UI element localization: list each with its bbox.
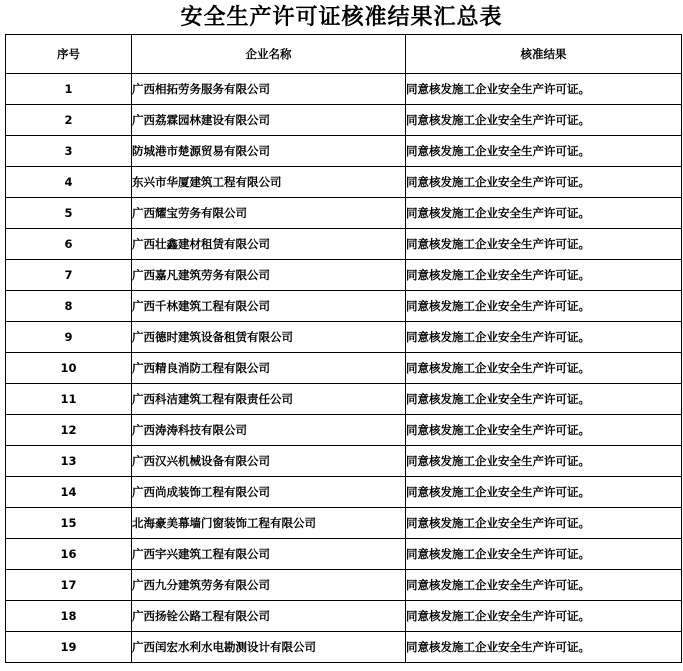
serial-number-cell: 12 bbox=[6, 415, 132, 446]
table-row bbox=[6, 136, 682, 167]
company-name-cell: 东兴市华厦建筑工程有限公司 bbox=[132, 167, 406, 198]
company-name-cell: 广西汉兴机械设备有限公司 bbox=[132, 446, 406, 477]
company-name-cell: 广西宇兴建筑工程有限公司 bbox=[132, 539, 406, 570]
table-header bbox=[6, 35, 682, 74]
approval-result-cell: 同意核发施工企业安全生产许可证。 bbox=[406, 322, 682, 353]
table-row bbox=[6, 105, 682, 136]
header-serial-number: 序号 bbox=[6, 35, 132, 74]
serial-number-cell: 14 bbox=[6, 477, 132, 508]
serial-number-cell: 17 bbox=[6, 570, 132, 601]
company-name-cell: 广西涛涛科技有限公司 bbox=[132, 415, 406, 446]
header-row bbox=[6, 35, 682, 74]
approval-result-cell: 同意核发施工企业安全生产许可证。 bbox=[406, 167, 682, 198]
table-row bbox=[6, 229, 682, 260]
serial-number-cell: 8 bbox=[6, 291, 132, 322]
approval-result-cell: 同意核发施工企业安全生产许可证。 bbox=[406, 477, 682, 508]
table-row bbox=[6, 539, 682, 570]
approval-result-cell: 同意核发施工企业安全生产许可证。 bbox=[406, 601, 682, 632]
header-approval-result: 核准结果 bbox=[406, 35, 682, 74]
company-name-cell: 广西扬铨公路工程有限公司 bbox=[132, 601, 406, 632]
table-row bbox=[6, 415, 682, 446]
table-row bbox=[6, 260, 682, 291]
company-name-cell: 广西耀宝劳务有限公司 bbox=[132, 198, 406, 229]
table-row bbox=[6, 446, 682, 477]
serial-number-cell: 15 bbox=[6, 508, 132, 539]
approval-result-cell: 同意核发施工企业安全生产许可证。 bbox=[406, 353, 682, 384]
table-row bbox=[6, 291, 682, 322]
company-name-cell: 广西科洁建筑工程有限责任公司 bbox=[132, 384, 406, 415]
company-name-cell: 广西德时建筑设备租赁有限公司 bbox=[132, 322, 406, 353]
serial-number-cell: 5 bbox=[6, 198, 132, 229]
page-title: 安全生产许可证核准结果汇总表 bbox=[180, 4, 503, 30]
approval-result-cell: 同意核发施工企业安全生产许可证。 bbox=[406, 105, 682, 136]
approval-result-cell: 同意核发施工企业安全生产许可证。 bbox=[406, 446, 682, 477]
serial-number-cell: 7 bbox=[6, 260, 132, 291]
table-row bbox=[6, 477, 682, 508]
approval-result-cell: 同意核发施工企业安全生产许可证。 bbox=[406, 136, 682, 167]
serial-number-cell: 6 bbox=[6, 229, 132, 260]
company-name-cell: 广西千林建筑工程有限公司 bbox=[132, 291, 406, 322]
approval-result-cell: 同意核发施工企业安全生产许可证。 bbox=[406, 539, 682, 570]
table-row bbox=[6, 601, 682, 632]
table-row bbox=[6, 167, 682, 198]
approval-result-cell: 同意核发施工企业安全生产许可证。 bbox=[406, 198, 682, 229]
company-name-cell: 广西荔霖园林建设有限公司 bbox=[132, 105, 406, 136]
serial-number-cell: 1 bbox=[6, 74, 132, 105]
approval-result-cell: 同意核发施工企业安全生产许可证。 bbox=[406, 384, 682, 415]
company-name-cell: 广西相拓劳务服务有限公司 bbox=[132, 74, 406, 105]
serial-number-cell: 18 bbox=[6, 601, 132, 632]
approval-result-cell: 同意核发施工企业安全生产许可证。 bbox=[406, 415, 682, 446]
serial-number-cell: 2 bbox=[6, 105, 132, 136]
serial-number-cell: 10 bbox=[6, 353, 132, 384]
company-name-cell: 广西壮鑫建材租赁有限公司 bbox=[132, 229, 406, 260]
serial-number-cell: 3 bbox=[6, 136, 132, 167]
company-name-cell: 广西闰宏水利水电勘测设计有限公司 bbox=[132, 632, 406, 663]
table-row bbox=[6, 353, 682, 384]
serial-number-cell: 13 bbox=[6, 446, 132, 477]
company-name-cell: 广西精良消防工程有限公司 bbox=[132, 353, 406, 384]
serial-number-cell: 19 bbox=[6, 632, 132, 663]
table-row bbox=[6, 570, 682, 601]
serial-number-cell: 16 bbox=[6, 539, 132, 570]
approval-result-cell: 同意核发施工企业安全生产许可证。 bbox=[406, 291, 682, 322]
serial-number-cell: 9 bbox=[6, 322, 132, 353]
table-row bbox=[6, 198, 682, 229]
serial-number-cell: 11 bbox=[6, 384, 132, 415]
approval-result-cell: 同意核发施工企业安全生产许可证。 bbox=[406, 570, 682, 601]
approval-result-cell: 同意核发施工企业安全生产许可证。 bbox=[406, 229, 682, 260]
approval-result-cell: 同意核发施工企业安全生产许可证。 bbox=[406, 74, 682, 105]
company-name-cell: 广西九分建筑劳务有限公司 bbox=[132, 570, 406, 601]
header-company-name: 企业名称 bbox=[132, 35, 406, 74]
table-row bbox=[6, 74, 682, 105]
company-name-cell: 广西嘉凡建筑劳务有限公司 bbox=[132, 260, 406, 291]
company-name-cell: 北海豪美幕墙门窗装饰工程有限公司 bbox=[132, 508, 406, 539]
table-row bbox=[6, 632, 682, 663]
table-body bbox=[6, 74, 682, 663]
company-name-cell: 广西尚成装饰工程有限公司 bbox=[132, 477, 406, 508]
approval-result-cell: 同意核发施工企业安全生产许可证。 bbox=[406, 508, 682, 539]
summary-table bbox=[5, 34, 682, 663]
approval-result-cell: 同意核发施工企业安全生产许可证。 bbox=[406, 632, 682, 663]
table-row bbox=[6, 322, 682, 353]
company-name-cell: 防城港市楚源贸易有限公司 bbox=[132, 136, 406, 167]
approval-result-cell: 同意核发施工企业安全生产许可证。 bbox=[406, 260, 682, 291]
table-row bbox=[6, 508, 682, 539]
serial-number-cell: 4 bbox=[6, 167, 132, 198]
table-row bbox=[6, 384, 682, 415]
